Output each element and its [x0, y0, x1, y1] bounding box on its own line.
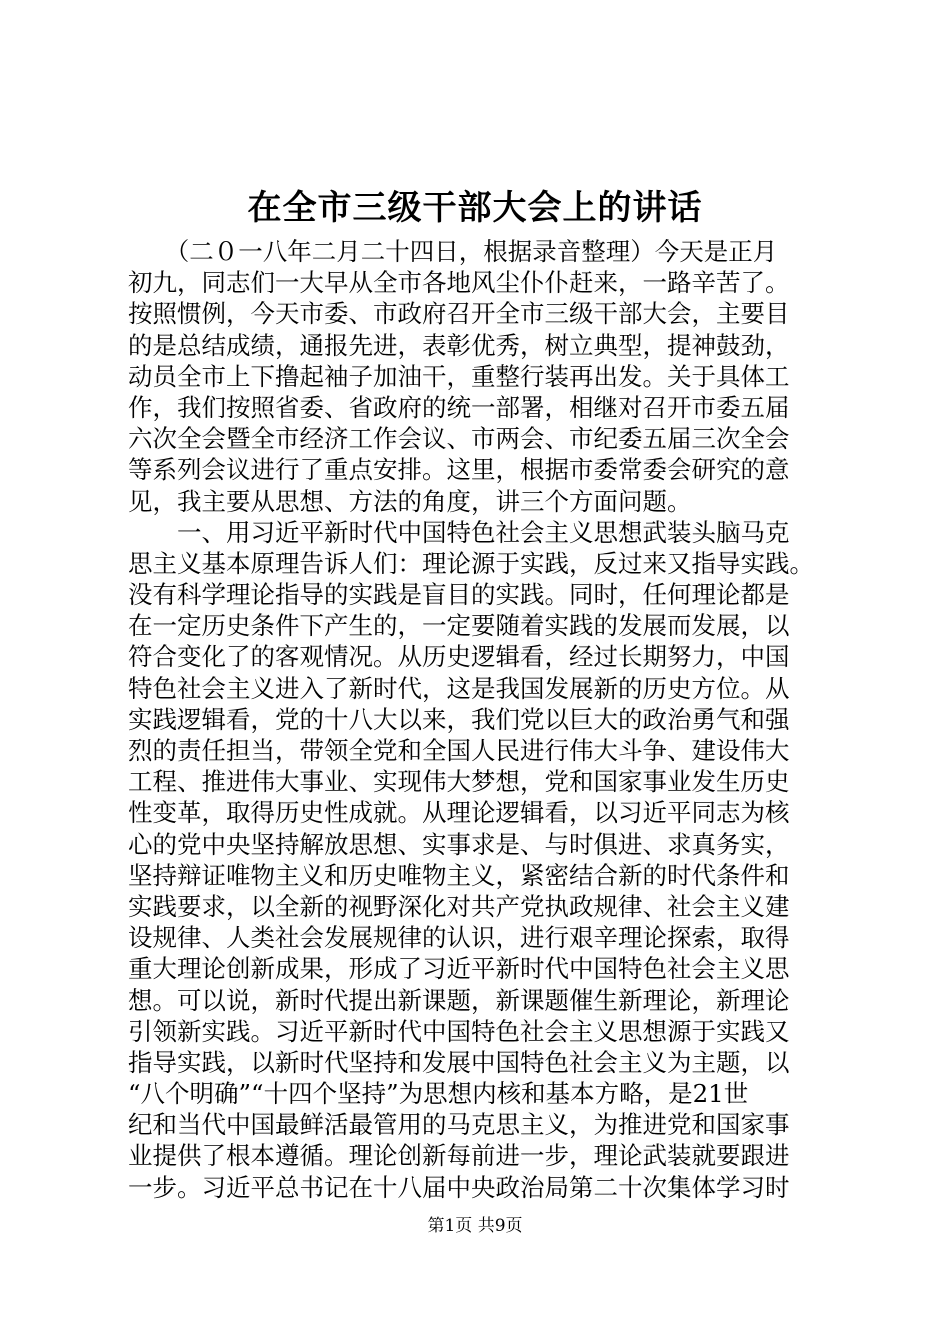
body-text-line: 心的党中央坚持解放思想、实事求是、与时俱进、求真务实，	[128, 829, 790, 859]
body-text-line: 指导实践，以新时代坚持和发展中国特色社会主义为主题，以	[128, 1047, 790, 1077]
body-text-line: 六次全会暨全市经济工作会议、市两会、市纪委五届三次全会	[128, 424, 790, 454]
body-text-line: （二０一八年二月二十四日，根据录音整理）今天是正月	[128, 237, 778, 266]
body-text-line: 一步。习近平总书记在十八届中央政治局第二十次集体学习时	[128, 1172, 790, 1202]
page-number-footer: 第1页 共9页	[427, 1216, 523, 1236]
body-text-line: 特色社会主义进入了新时代，这是我国发展新的历史方位。从	[128, 673, 790, 703]
body-text-line: 思主义基本原理告诉人们：理论源于实践，反过来又指导实践。	[128, 548, 814, 578]
body-text-line: 初九，同志们一大早从全市各地风尘仆仆赶来，一路辛苦了。	[128, 268, 790, 298]
body-text-line: 符合变化了的客观情况。从历史逻辑看，经过长期努力，中国	[128, 642, 790, 672]
body-text-line: 没有科学理论指导的实践是盲目的实践。同时，任何理论都是	[128, 580, 790, 610]
body-text-line: 按照惯例，今天市委、市政府召开全市三级干部大会，主要目	[128, 299, 790, 329]
body-text-line: 坚持辩证唯物主义和历史唯物主义，紧密结合新的时代条件和	[128, 860, 790, 890]
body-text-line: 业提供了根本遵循。理论创新每前进一步，理论武装就要跟进	[128, 1141, 790, 1171]
body-text-line: 实践要求，以全新的视野深化对共产党执政规律、社会主义建	[128, 891, 790, 921]
body-text-line: 性变革，取得历史性成就。从理论逻辑看，以习近平同志为核	[128, 798, 790, 828]
body-text-line: 的是总结成绩，通报先进，表彰优秀，树立典型，提神鼓劲，	[128, 330, 790, 360]
body-text-line: 烈的责任担当，带领全党和全国人民进行伟大斗争、建设伟大	[128, 736, 790, 765]
body-text-line: 引领新实践。习近平新时代中国特色社会主义思想源于实践又	[128, 1016, 790, 1046]
body-text-line: 工程、推进伟大事业、实现伟大梦想，党和国家事业发生历史	[128, 767, 790, 797]
body-text-line: 等系列会议进行了重点安排。这里，根据市委常委会研究的意	[128, 455, 790, 485]
body-text-line: 重大理论创新成果，形成了习近平新时代中国特色社会主义思	[128, 954, 790, 984]
body-text-line: 在一定历史条件下产生的，一定要随着实践的发展而发展，以	[128, 611, 790, 641]
body-text-line: 作，我们按照省委、省政府的统一部署，相继对召开市委五届	[128, 392, 790, 422]
body-text-line: 设规律、人类社会发展规律的认识，进行艰辛理论探索，取得	[128, 923, 790, 953]
body-text-line: 实践逻辑看，党的十八大以来，我们党以巨大的政治勇气和强	[128, 704, 790, 734]
body-text-line: 一、用习近平新时代中国特色社会主义思想武装头脑马克	[128, 517, 790, 547]
document-title: 在全市三级干部大会上的讲话	[247, 188, 703, 228]
body-text-line: 纪和当代中国最鲜活最管用的马克思主义，为推进党和国家事	[128, 1110, 790, 1140]
body-text-line: 见，我主要从思想、方法的角度，讲三个方面问题。	[128, 486, 692, 516]
document-body	[128, 236, 828, 1203]
body-text-line: 想。可以说，新时代提出新课题，新课题催生新理论，新理论	[128, 985, 790, 1015]
body-text-line: “八个明确”“十四个坚持”为思想内核和基本方略，是21世	[128, 1079, 749, 1109]
body-text-line: 动员全市上下撸起袖子加油干，重整行装再出发。关于具体工	[128, 361, 790, 391]
